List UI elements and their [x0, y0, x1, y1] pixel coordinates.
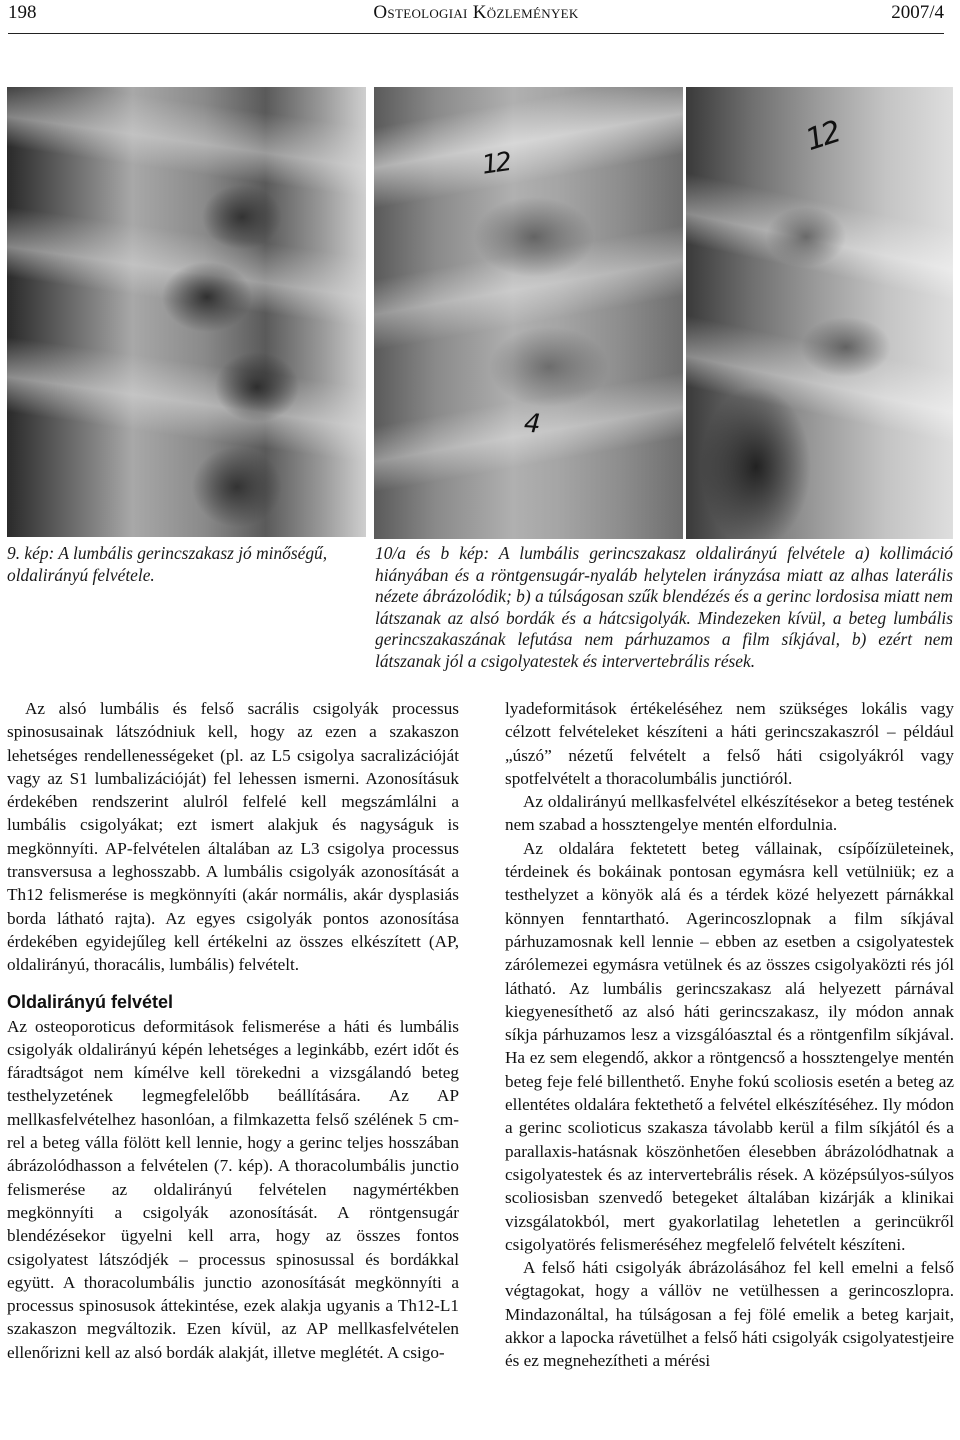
section-heading: Oldalirányú felvétel — [7, 991, 174, 1012]
body-paragraph: lyadeformitások értékeléséhez nem szükséges lokális vagy célzott felvételeket készíteni a háti gerincszakaszról – például „úszó” nézetű felvételt a felső háti csigolyákról vagy spotfelvételt a thoracolumbális junctióról. — [505, 699, 954, 788]
figure-10-caption: 10/a és b kép: A lumbális gerincszakasz oldalirányú felvétele a) kollimáció hiányában és a röntgensugár-nyaláb helytelen irányzása miatt az alhas laterális nézete ábrázolódik; b) a túlságosan szűk blendézés és a gerinc lordosisa miatt nem látszanak az alsó bordák és a hátcsigolyák. Mindezeken kívül, a beteg lumbális gerincszakaszának lefutása nem párhuzamos a film síkjával, b) ezért nem látszanak jól a csigolyatestek és intervertebrális rések. — [375, 543, 953, 671]
handwritten-vertebra-label: 4 — [522, 408, 539, 440]
body-paragraph: Az alsó lumbális és felső sacrális csigolyák processus spinosusainak látszódniuk kell, hogy az ezen a szakaszon lehetséges rendellenességeket (pl. az L5 csigolya sacralizációját vagy az S1 lumbalizációját) fel lehessen ismerni. Azonosításuk érdekében rendszerint alulról felfelé kell megszámlálni a lumbális csigolyákat; ezt ismert alakjuk és nagyságuk is megkönnyíti. AP-felvételen általában az L3 csigolya processus transversusa a leghosszabb. A lumbális csigolyák azonosítását a Th12 felismerése is megkönnyíti (akár normális, akár dysplasiás borda látható rajta). Az egyes csigolyák pontos azonosítása érdekében egyidejűleg kell értékelni az összes elkészített (AP, oldalirányú, thoracális, lumbális) felvételt. — [7, 699, 459, 975]
issue-number: 2007/4 — [891, 2, 944, 23]
left-text-column — [7, 697, 459, 1364]
body-paragraph: A felső háti csigolyák ábrázolásához fel kell emelni a felső végtagokat, hogy a vállöv ne vetülhessen a gerincoszlopra. Mindazonáltal, ha túlságosan a fej fölé emelik a beteg karjait, akkor a lapocka rávetülhet a felső háti csigolyák csigolyatestjeire és ez megnehezítheti a mérési — [505, 1258, 954, 1371]
handwritten-vertebra-label: 12 — [801, 114, 843, 159]
journal-title: Osteologiai Közlemények — [373, 2, 579, 23]
handwritten-vertebra-label: 12 — [480, 147, 512, 181]
body-paragraph: Az oldalára fektetett beteg vállainak, csípőízületeinek, térdeinek és bokáinak pontosan egymásra kell vetülniük; ez a testhelyzet a könyök alá és a térdek közé helyezett párnákkal könnyen fenntartható. Agerincoszlopnak a film síkjával párhuzamosnak kell lennie – ebben az esetben a csigolyatestek zárólemezei egymásra vetülnek és az összes csigolyaközti rés jól látható. Az lumbális gerincszakasz alá helyezett párnával kiegyenesíthető az alsó háti gerincszakasz, ily módon annak síkja párhuzamos lesz a vizsgálóasztal és a röntgenfilm síkjával. Ha ez sem elegendő, akkor a röntgencső a hossztengelye mentén beteg feje felé billenthető. Enyhe fokú scoliosis esetén a beteg az ellentétes oldalára fektethető a felvétel elkészítéséhez. Ily módon a gerinc scolioticus szakasza távolabb kerül a film síkjától és a parallaxis-hatásnak köszönhetően élesebben ábrázolódhatnak a csigolyatestek és az intervertebrális rések. A középsúlyos-súlyos scoliosisban szenvedő betegeket általában kizárják a klinikai vizsgálatokból, mert gyakorlatilag lehetetlen a gerincükről csigolyatörés felismeréséhez megfelelő felvételt készíteni. — [505, 838, 954, 1254]
figure-9-xray-image — [7, 87, 366, 537]
figure-9-caption: 9. kép: A lumbális gerincszakasz jó minőségű, oldalirányú felvétele. — [7, 543, 328, 585]
body-paragraph: Az oldalirányú mellkasfelvétel elkészítésekor a beteg testének nem szabad a hossztengelye mentén elfordulnia. — [505, 792, 954, 835]
right-text-column — [505, 697, 954, 1373]
running-header — [8, 0, 944, 30]
header-rule — [8, 33, 944, 34]
page-number: 198 — [8, 2, 37, 23]
figure-10b-xray-image — [686, 87, 953, 539]
body-paragraph: Az osteoporoticus deformitások felismerése a háti és lumbális csigolyák oldalirányú képén lehetséges a leginkább, ezért időt és fáradtságot nem kímélve kell törekedni a vizsgálandó beteg testhelyzetének legmegfelelőbb beállítására. Az AP mellkasfelvételhez hasonlóan, a filmkazetta felső szélének 5 cm-rel a beteg válla fölött kell lennie, hogy a gerinc teljes hosszában ábrázolódhasson a felvételen (7. kép). A thoracolumbális junctio felismerése az oldalirányú felvételen nagymértékben megkönnyíti a csigolyák azonosítását. A röntgensugár blendézésekor ügyelni kell arra, hogy az összes fontos csigolyatest látszódjék – processus spinosussal és bordákkal együtt. A thoracolumbális junctio azonosítását megkönnyíti a processus spinosusok áttekintése, ezek alakja ugyanis a Th12-L1 szakaszon megváltozik. Ezen kívül, az AP mellkasfelvételen ellenőrizni kell az alsó bordák alakját, illetve meglétét. A csigo- — [7, 1016, 459, 1362]
figure-10a-xray-image — [374, 87, 683, 539]
